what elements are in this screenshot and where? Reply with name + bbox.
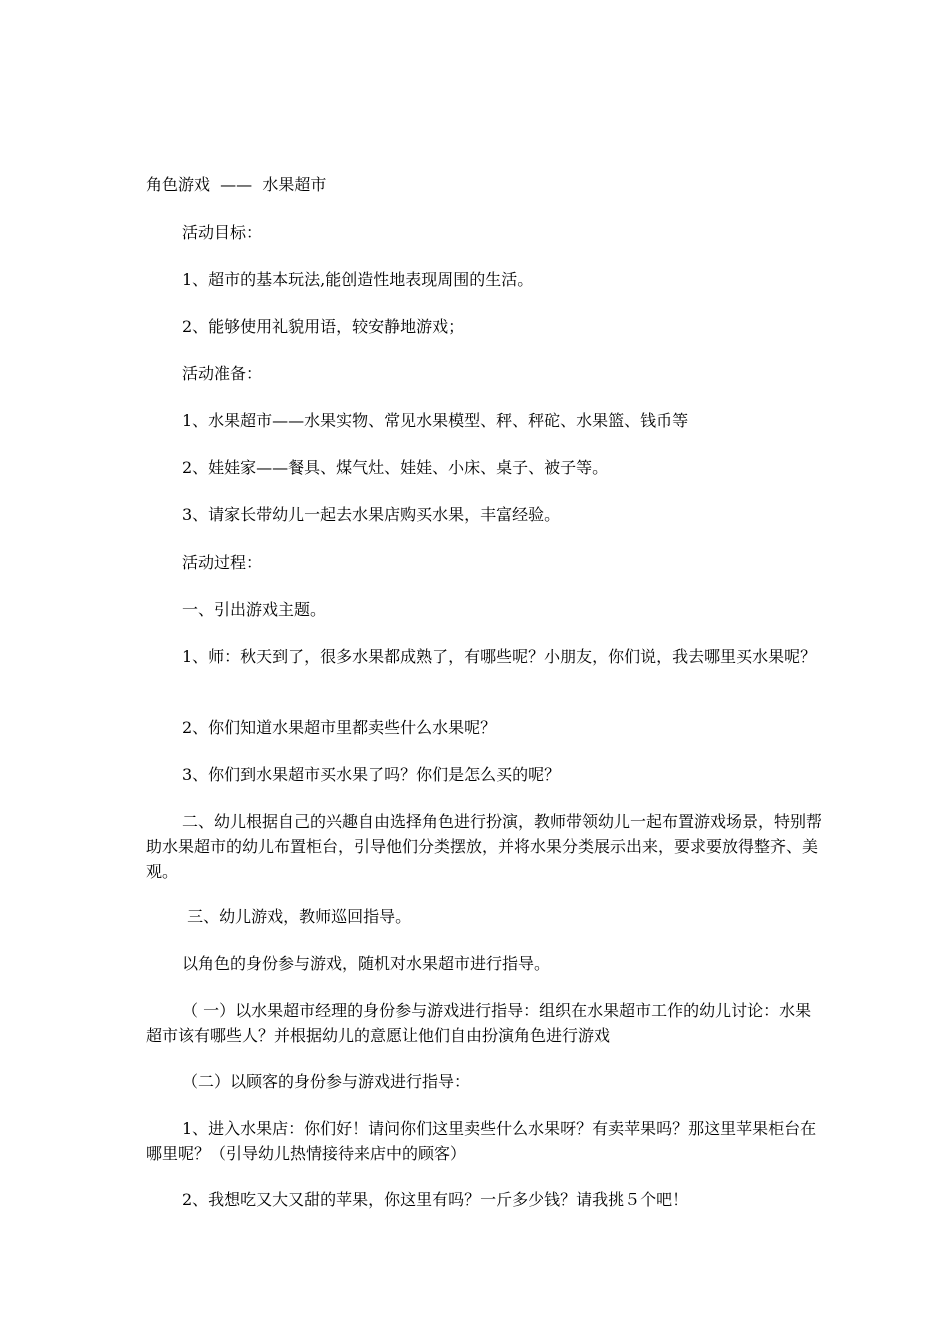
paragraph: 2、能够使用礼貌用语，较安静地游戏； <box>182 317 465 336</box>
paragraph: （ 一）以水果超市经理的身份参与游戏进行指导：组织在水果超市工作的幼儿讨论：水果超市该有哪些人？并根据幼儿的意愿让他们自由扮演角色进行游戏 <box>146 1001 812 1045</box>
paragraph: 二、幼儿根据自己的兴趣自由选择角色进行扮演，教师带领幼儿一起布置游戏场景，特别帮助水果超市的幼儿布置柜台，引导他们分类摆放，并将水果分类展示出来，要求要放得整齐、美观。 <box>146 812 823 881</box>
paragraph-process-heading: 活动过程： <box>182 553 263 572</box>
paragraph: 3、请家长带幼儿一起去水果店购买水果，丰富经验。 <box>182 505 561 524</box>
paragraph-section-heading: 三、幼儿游戏，教师巡回指导。 <box>182 907 412 926</box>
paragraph: 2、你们知道水果超市里都卖些什么水果呢？ <box>182 718 497 737</box>
paragraph: 1、师：秋天到了，很多水果都成熟了，有哪些呢？小朋友，你们说，我去哪里买水果呢？ <box>182 647 817 666</box>
paragraph-prep-heading: 活动准备： <box>182 364 263 383</box>
paragraph: 2、我想吃又大又甜的苹果，你这里有吗？一斤多少钱？请我挑５个吧！ <box>182 1190 689 1209</box>
paragraph: 3、你们到水果超市买水果了吗？你们是怎么买的呢？ <box>182 765 561 784</box>
paragraph-goals-heading: 活动目标： <box>182 223 263 242</box>
paragraph: 以角色的身份参与游戏，随机对水果超市进行指导。 <box>182 954 551 973</box>
paragraph: （二）以顾客的身份参与游戏进行指导： <box>182 1072 471 1091</box>
paragraph-section-heading: 一、引出游戏主题。 <box>182 600 327 619</box>
paragraph: 1、进入水果店：你们好！请问你们这里卖些什么水果呀？有卖苹果吗？那这里苹果柜台在哪里呢？（引导幼儿热情接待来店中的顾客） <box>146 1119 817 1163</box>
document-title: 角色游戏 —— 水果超市 <box>146 175 327 194</box>
paragraph: 2、娃娃家——餐具、煤气灶、娃娃、小床、桌子、被子等。 <box>182 458 609 477</box>
paragraph: 1、水果超市——水果实物、常见水果模型、秤、秤砣、水果篮、钱币等 <box>182 411 689 430</box>
paragraph: 1、超市的基本玩法,能创造性地表现周围的生活。 <box>182 270 534 289</box>
